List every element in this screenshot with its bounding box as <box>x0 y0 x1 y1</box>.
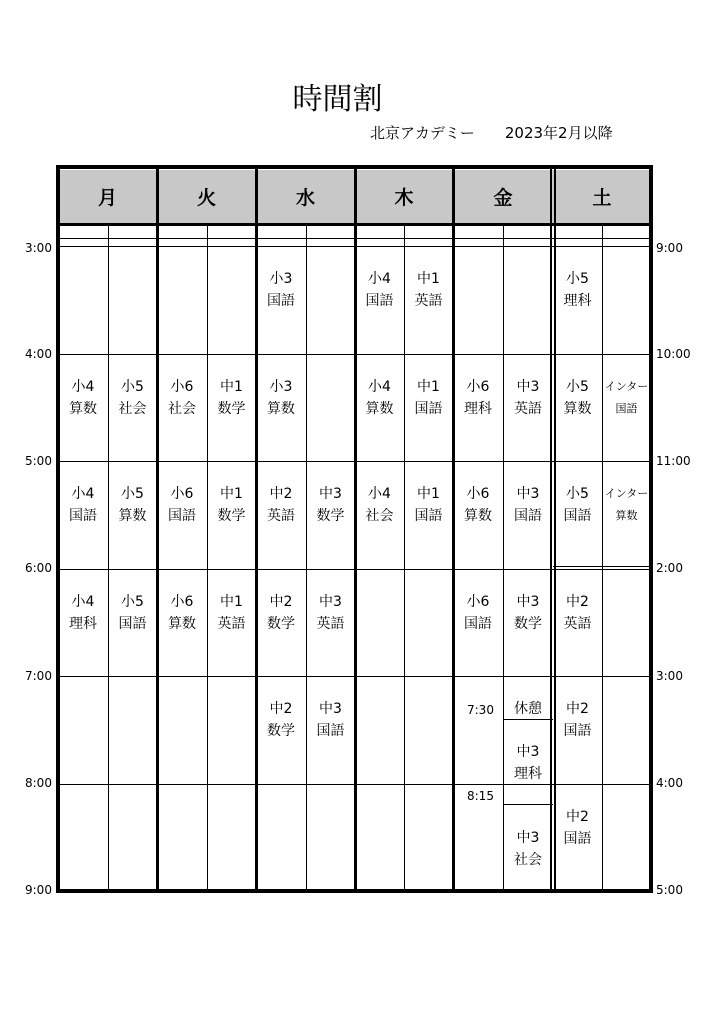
sub-column-line <box>602 224 603 891</box>
class-cell: 小5 算数 <box>118 486 147 524</box>
day-header: 月 <box>58 170 157 223</box>
sub-column-line <box>404 224 405 891</box>
time-label-left: 5:00 <box>25 454 52 468</box>
class-cell: 中1 国語 <box>414 379 443 417</box>
class-cell: 中2 数学 <box>267 701 295 739</box>
time-label-right: 11:00 <box>656 454 691 468</box>
class-cell: 中2 国語 <box>563 701 592 739</box>
time-label-left: 8:00 <box>25 776 52 790</box>
time-label-right: 3:00 <box>656 669 683 683</box>
page-title: 時間割 <box>292 82 383 117</box>
class-cell: 小6 算数 <box>168 594 196 632</box>
day-header: 土 <box>553 170 651 223</box>
split-line <box>503 804 553 805</box>
class-cell: 小3 国語 <box>267 271 295 309</box>
class-cell: 中2 英語 <box>267 486 295 524</box>
class-cell: 中1 英語 <box>414 271 443 309</box>
class-cell: 小5 国語 <box>118 594 147 632</box>
class-cell: インター 国語 <box>604 380 649 415</box>
class-cell: 中3 数学 <box>514 594 542 632</box>
class-cell: 小6 社会 <box>168 379 196 417</box>
sub-column-line <box>108 224 109 891</box>
time-label-left: 4:00 <box>25 347 52 361</box>
class-cell: 中3 数学 <box>316 486 345 524</box>
class-cell: 中3 英語 <box>514 379 542 417</box>
class-cell: 中3 社会 <box>514 830 542 868</box>
class-cell: 小4 社会 <box>365 486 394 524</box>
subtitle: 北京アカデミー 2023年2月以降 <box>370 124 613 142</box>
class-cell: 小5 理科 <box>563 271 592 309</box>
class-cell: 中3 英語 <box>316 594 345 632</box>
class-cell: 小3 算数 <box>267 379 295 417</box>
sub-column-line <box>306 224 307 891</box>
class-cell: 小5 社会 <box>118 379 147 417</box>
time-label-left: 3:00 <box>25 241 52 255</box>
sub-column-line <box>503 224 504 891</box>
class-cell: 中1 数学 <box>217 486 246 524</box>
time-label-right: 10:00 <box>656 347 691 361</box>
time-label-right: 2:00 <box>656 561 683 575</box>
day-header: 火 <box>157 170 256 223</box>
class-cell: 中1 数学 <box>217 379 246 417</box>
time-label-left: 9:00 <box>25 883 52 897</box>
time-label-right: 9:00 <box>656 241 683 255</box>
class-cell: 中3 国語 <box>514 486 542 524</box>
time-label-right: 4:00 <box>656 776 683 790</box>
class-cell: 小4 算数 <box>69 379 97 417</box>
class-cell: 小6 理科 <box>464 379 492 417</box>
class-cell: 小6 算数 <box>464 486 492 524</box>
class-cell: インター 算数 <box>604 487 649 522</box>
class-cell: 小4 理科 <box>69 594 97 632</box>
day-header: 水 <box>256 170 355 223</box>
day-divider <box>156 167 159 891</box>
time-label-left: 6:00 <box>25 561 52 575</box>
time-mark: 8:15 <box>467 789 494 803</box>
class-cell: 中2 英語 <box>563 594 592 632</box>
class-cell: 中3 理科 <box>514 744 542 782</box>
class-cell: 小4 算数 <box>365 379 394 417</box>
time-label-left: 7:00 <box>25 669 52 683</box>
sub-column-line <box>207 224 208 891</box>
class-cell: 休憩 <box>514 701 542 717</box>
time-label-right: 5:00 <box>656 883 683 897</box>
time-mark: 7:30 <box>467 703 494 717</box>
class-cell: 小5 国語 <box>563 486 592 524</box>
class-cell: 中2 国語 <box>563 809 592 847</box>
class-cell: 中1 国語 <box>414 486 443 524</box>
class-cell: 小4 国語 <box>365 271 394 309</box>
class-cell: 小6 国語 <box>464 594 492 632</box>
class-cell: 中3 国語 <box>316 701 345 739</box>
class-cell: 中2 数学 <box>267 594 295 632</box>
class-cell: 中1 英語 <box>217 594 246 632</box>
class-cell: 小6 国語 <box>168 486 196 524</box>
class-cell: 小5 算数 <box>563 379 592 417</box>
day-header: 金 <box>453 170 553 223</box>
class-cell: 小4 国語 <box>69 486 97 524</box>
day-header: 木 <box>355 170 453 223</box>
